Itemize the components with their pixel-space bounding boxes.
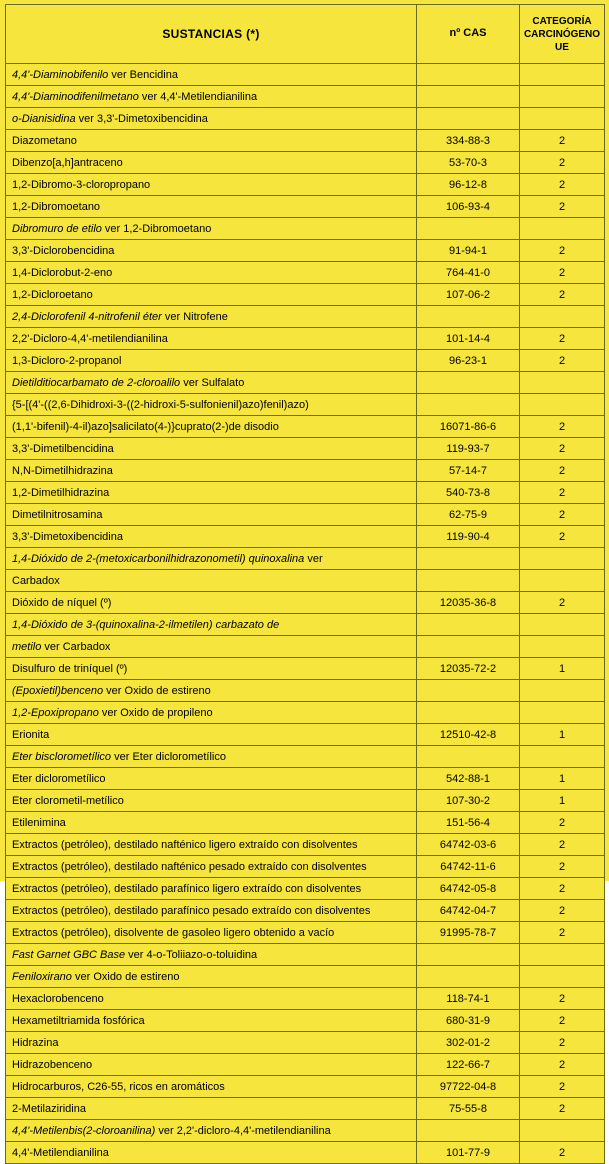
cell-category: 1 (520, 724, 605, 746)
table-header-row (6, 5, 605, 64)
cell-cas-number: 57-14-7 (417, 460, 520, 482)
table-row (6, 1098, 605, 1120)
table-row (6, 988, 605, 1010)
cell-category: 2 (520, 1032, 605, 1054)
cell-cas-number: 119-90-4 (417, 526, 520, 548)
cell-substance: 1,2-Epoxipropano ver Oxido de propileno (6, 702, 417, 724)
cell-substance: 2,4-Diclorofenil 4-nitrofenil éter ver Nitrofene (6, 306, 417, 328)
cell-substance: Etilenimina (6, 812, 417, 834)
cell-cas-number: 302-01-2 (417, 1032, 520, 1054)
cell-cas-number: 96-12-8 (417, 174, 520, 196)
cell-substance-reference: ver 4,4'-Metilendianilina (138, 90, 258, 103)
cell-substance: Extractos (petróleo), destilado parafínico pesado extraído con disolventes (6, 900, 417, 922)
cell-substance: Eter diclorometílico (6, 768, 417, 790)
cell-category: 2 (520, 240, 605, 262)
table-row (6, 768, 605, 790)
cell-cas-number (417, 944, 520, 966)
cell-substance: 1,3-Dicloro-2-propanol (6, 350, 417, 372)
cell-category: 2 (520, 592, 605, 614)
cell-category: 2 (520, 152, 605, 174)
table-row (6, 658, 605, 680)
cell-cas-number (417, 680, 520, 702)
cell-cas-number: 542-88-1 (417, 768, 520, 790)
table-row (6, 328, 605, 350)
table-row (6, 152, 605, 174)
table-row (6, 680, 605, 702)
cell-category: 2 (520, 196, 605, 218)
cell-substance: Dietilditiocarbamato de 2-cloroalilo ver Sulfalato (6, 372, 417, 394)
cell-substance: Dibromuro de etilo ver 1,2-Dibromoetano (6, 218, 417, 240)
cell-category: 2 (520, 1142, 605, 1164)
cell-substance-reference: ver (304, 552, 323, 565)
cell-substance: metilo ver Carbadox (6, 636, 417, 658)
cell-cas-number: 122-66-7 (417, 1054, 520, 1076)
cell-category: 2 (520, 988, 605, 1010)
cell-substance: 4,4'-Metilenbis(2-cloroanilina) ver 2,2'-dicloro-4,4'-metilendianilina (6, 1120, 417, 1142)
cell-cas-number: 107-06-2 (417, 284, 520, 306)
cell-category (520, 636, 605, 658)
table-row (6, 372, 605, 394)
cell-cas-number: 62-75-9 (417, 504, 520, 526)
table-row (6, 482, 605, 504)
cell-cas-number: 107-30-2 (417, 790, 520, 812)
cell-substance: Erionita (6, 724, 417, 746)
cell-cas-number: 118-74-1 (417, 988, 520, 1010)
cell-category: 2 (520, 284, 605, 306)
cell-substance: Hexametiltriamida fosfórica (6, 1010, 417, 1032)
cell-category: 1 (520, 790, 605, 812)
cell-cas-number: 151-56-4 (417, 812, 520, 834)
cell-category: 2 (520, 878, 605, 900)
cell-cas-number: 12035-36-8 (417, 592, 520, 614)
table-row (6, 460, 605, 482)
cell-substance-reference: ver Oxido de propileno (98, 706, 213, 719)
cell-substance: Eter clorometil-metílico (6, 790, 417, 812)
column-header-cas: nº CAS (417, 5, 520, 64)
cell-cas-number (417, 108, 520, 130)
cell-substance: 3,3'-Diclorobencidina (6, 240, 417, 262)
cell-category (520, 944, 605, 966)
cell-category (520, 548, 605, 570)
cell-substance: 3,3'-Dimetilbencidina (6, 438, 417, 460)
cell-category: 2 (520, 504, 605, 526)
cell-substance: 1,4-Dióxido de 3-(quinoxalina-2-ilmetilen) carbazato de (6, 614, 417, 636)
cell-category: 2 (520, 856, 605, 878)
table-row (6, 790, 605, 812)
cell-cas-number (417, 614, 520, 636)
table-row (6, 218, 605, 240)
cell-substance: 1,4-Diclorobut-2-eno (6, 262, 417, 284)
table-row (6, 196, 605, 218)
table-row (6, 548, 605, 570)
table-row (6, 1120, 605, 1142)
table-row (6, 504, 605, 526)
cell-substance: 4,4'-Diaminodifenilmetano ver 4,4'-Metilendianilina (6, 86, 417, 108)
cell-substance: Hidrocarburos, C26-55, ricos en aromáticos (6, 1076, 417, 1098)
cell-category (520, 680, 605, 702)
cell-substance: 1,2-Dicloroetano (6, 284, 417, 306)
table-row (6, 284, 605, 306)
cell-substance: Extractos (petróleo), destilado nafténico ligero extraído con disolventes (6, 834, 417, 856)
cell-cas-number: 96-23-1 (417, 350, 520, 372)
cell-substance: 1,2-Dibromo-3-cloropropano (6, 174, 417, 196)
table-row (6, 834, 605, 856)
table-row (6, 86, 605, 108)
table-row (6, 570, 605, 592)
cell-substance: 2,2'-Dicloro-4,4'-metilendianilina (6, 328, 417, 350)
column-header-category: CATEGORÍA CARCINÓGENO UE (520, 5, 605, 64)
cell-category (520, 64, 605, 86)
cell-cas-number: 91-94-1 (417, 240, 520, 262)
table-header (6, 5, 605, 64)
cell-category: 2 (520, 460, 605, 482)
cell-substance: 4,4'-Diaminobifenilo ver Bencidina (6, 64, 417, 86)
cell-category (520, 218, 605, 240)
cell-substance: (Epoxietil)benceno ver Oxido de estireno (6, 680, 417, 702)
table-row (6, 1054, 605, 1076)
cell-cas-number: 101-77-9 (417, 1142, 520, 1164)
table-row (6, 306, 605, 328)
table-row (6, 1010, 605, 1032)
cell-substance: 2-Metilaziridina (6, 1098, 417, 1120)
column-header-substances: SUSTANCIAS (*) (6, 5, 417, 64)
cell-cas-number (417, 306, 520, 328)
cell-cas-number (417, 86, 520, 108)
table-row (6, 240, 605, 262)
cell-substance: Feniloxirano ver Oxido de estireno (6, 966, 417, 988)
cell-cas-number: 101-14-4 (417, 328, 520, 350)
cell-cas-number: 75-55-8 (417, 1098, 520, 1120)
cell-substance: Dimetilnitrosamina (6, 504, 417, 526)
cell-category: 2 (520, 812, 605, 834)
cell-cas-number: 334-88-3 (417, 130, 520, 152)
table-row (6, 1142, 605, 1164)
cell-category (520, 746, 605, 768)
table-row (6, 130, 605, 152)
cell-cas-number: 97722-04-8 (417, 1076, 520, 1098)
cell-substance: Dióxido de níquel (º) (6, 592, 417, 614)
cell-cas-number (417, 570, 520, 592)
cell-substance: 4,4'-Metilendianilina (6, 1142, 417, 1164)
table-row (6, 702, 605, 724)
cell-cas-number: 12035-72-2 (417, 658, 520, 680)
cell-substance-reference: ver 3,3'-Dimetoxibencidina (75, 112, 208, 125)
table-row (6, 900, 605, 922)
table-row (6, 1076, 605, 1098)
cell-cas-number: 64742-03-6 (417, 834, 520, 856)
cell-cas-number (417, 64, 520, 86)
cell-category: 2 (520, 350, 605, 372)
cell-category: 2 (520, 834, 605, 856)
cell-cas-number (417, 636, 520, 658)
cell-category (520, 306, 605, 328)
cell-category: 2 (520, 438, 605, 460)
table-row (6, 944, 605, 966)
cell-substance: 1,4-Dióxido de 2-(metoxicarbonilhidrazonometil) quinoxalina ver (6, 548, 417, 570)
cell-substance: Extractos (petróleo), destilado nafténico pesado extraído con disolventes (6, 856, 417, 878)
cell-substance: N,N-Dimetilhidrazina (6, 460, 417, 482)
table-row (6, 262, 605, 284)
cell-substance-reference: ver Eter diclorometílico (111, 750, 226, 763)
cell-substance: Hidrazobenceno (6, 1054, 417, 1076)
cell-substance: Eter bisclorometílico ver Eter diclorometílico (6, 746, 417, 768)
cell-substance-reference: ver 2,2'-dicloro-4,4'-metilendianilina (155, 1124, 331, 1137)
table-row (6, 526, 605, 548)
carcinogen-substances-table (5, 4, 605, 1164)
table-row (6, 856, 605, 878)
cell-category (520, 570, 605, 592)
cell-substance-reference: ver Sulfalato (180, 376, 245, 389)
cell-substance: {5-[(4'-((2,6-Dihidroxi-3-((2-hidroxi-5-sulfonienil)azo)fenil)azo) (6, 394, 417, 416)
cell-category: 2 (520, 416, 605, 438)
cell-cas-number: 16071-86-6 (417, 416, 520, 438)
cell-substance: Hexaclorobenceno (6, 988, 417, 1010)
cell-cas-number (417, 218, 520, 240)
cell-category (520, 966, 605, 988)
cell-substance: Dibenzo[a,h]antraceno (6, 152, 417, 174)
cell-cas-number (417, 746, 520, 768)
cell-cas-number: 53-70-3 (417, 152, 520, 174)
cell-cas-number: 540-73-8 (417, 482, 520, 504)
cell-substance-reference: ver Oxido de estireno (71, 970, 180, 983)
table-row (6, 724, 605, 746)
table-row (6, 438, 605, 460)
cell-substance-reference: ver 1,2-Dibromoetano (101, 222, 212, 235)
cell-category: 2 (520, 1098, 605, 1120)
cell-category (520, 614, 605, 636)
cell-category (520, 394, 605, 416)
cell-cas-number (417, 372, 520, 394)
table-row (6, 966, 605, 988)
table-body (6, 64, 605, 1164)
cell-cas-number (417, 1120, 520, 1142)
cell-category: 2 (520, 922, 605, 944)
cell-substance: Extractos (petróleo), disolvente de gasoleo ligero obtenido a vacío (6, 922, 417, 944)
table-row (6, 394, 605, 416)
table-row (6, 592, 605, 614)
table-row (6, 108, 605, 130)
cell-category (520, 86, 605, 108)
cell-category: 2 (520, 526, 605, 548)
cell-substance: Carbadox (6, 570, 417, 592)
table-row (6, 812, 605, 834)
cell-substance: Disulfuro de triníquel (º) (6, 658, 417, 680)
cell-category (520, 1120, 605, 1142)
cell-cas-number: 764-41-0 (417, 262, 520, 284)
cell-cas-number: 64742-05-8 (417, 878, 520, 900)
cell-substance-reference: ver Carbadox (41, 640, 111, 653)
cell-category: 2 (520, 174, 605, 196)
table-row (6, 350, 605, 372)
cell-category: 2 (520, 900, 605, 922)
cell-substance: o-Dianisidina ver 3,3'-Dimetoxibencidina (6, 108, 417, 130)
cell-substance: Diazometano (6, 130, 417, 152)
cell-category: 1 (520, 658, 605, 680)
cell-cas-number: 12510-42-8 (417, 724, 520, 746)
cell-cas-number (417, 394, 520, 416)
cell-category (520, 372, 605, 394)
cell-substance: (1,1'-bifenil)-4-il)azo]salicilato(4-)}cuprato(2-)de disodio (6, 416, 417, 438)
table-row (6, 1032, 605, 1054)
table-row (6, 64, 605, 86)
cell-cas-number (417, 548, 520, 570)
cell-category: 2 (520, 1010, 605, 1032)
cell-category: 2 (520, 482, 605, 504)
cell-substance-reference: ver Oxido de estireno (103, 684, 211, 697)
cell-category (520, 702, 605, 724)
cell-substance: 1,2-Dibromoetano (6, 196, 417, 218)
cell-cas-number: 64742-11-6 (417, 856, 520, 878)
cell-substance: Extractos (petróleo), destilado parafínico ligero extraído con disolventes (6, 878, 417, 900)
cell-cas-number: 119-93-7 (417, 438, 520, 460)
cell-substance-reference: ver Nitrofene (161, 310, 228, 323)
cell-cas-number (417, 702, 520, 724)
table-row (6, 922, 605, 944)
cell-substance-reference: ver 4-o-Toliiazo-o-toluidina (125, 948, 258, 961)
cell-category: 2 (520, 328, 605, 350)
table-row (6, 416, 605, 438)
cell-category: 2 (520, 1076, 605, 1098)
table-row (6, 636, 605, 658)
cell-cas-number: 680-31-9 (417, 1010, 520, 1032)
cell-category: 2 (520, 1054, 605, 1076)
cell-substance: Hidrazina (6, 1032, 417, 1054)
cell-substance: Fast Garnet GBC Base ver 4-o-Toliiazo-o-toluidina (6, 944, 417, 966)
cell-substance: 3,3'-Dimetoxibencidina (6, 526, 417, 548)
cell-cas-number: 106-93-4 (417, 196, 520, 218)
cell-cas-number: 64742-04-7 (417, 900, 520, 922)
cell-cas-number: 91995-78-7 (417, 922, 520, 944)
table-row (6, 174, 605, 196)
cell-cas-number (417, 966, 520, 988)
cell-category: 2 (520, 262, 605, 284)
table-row (6, 614, 605, 636)
cell-category: 2 (520, 130, 605, 152)
cell-substance-reference: ver Bencidina (108, 68, 178, 81)
cell-category (520, 108, 605, 130)
cell-substance: 1,2-Dimetilhidrazina (6, 482, 417, 504)
cell-category: 1 (520, 768, 605, 790)
table-row (6, 746, 605, 768)
